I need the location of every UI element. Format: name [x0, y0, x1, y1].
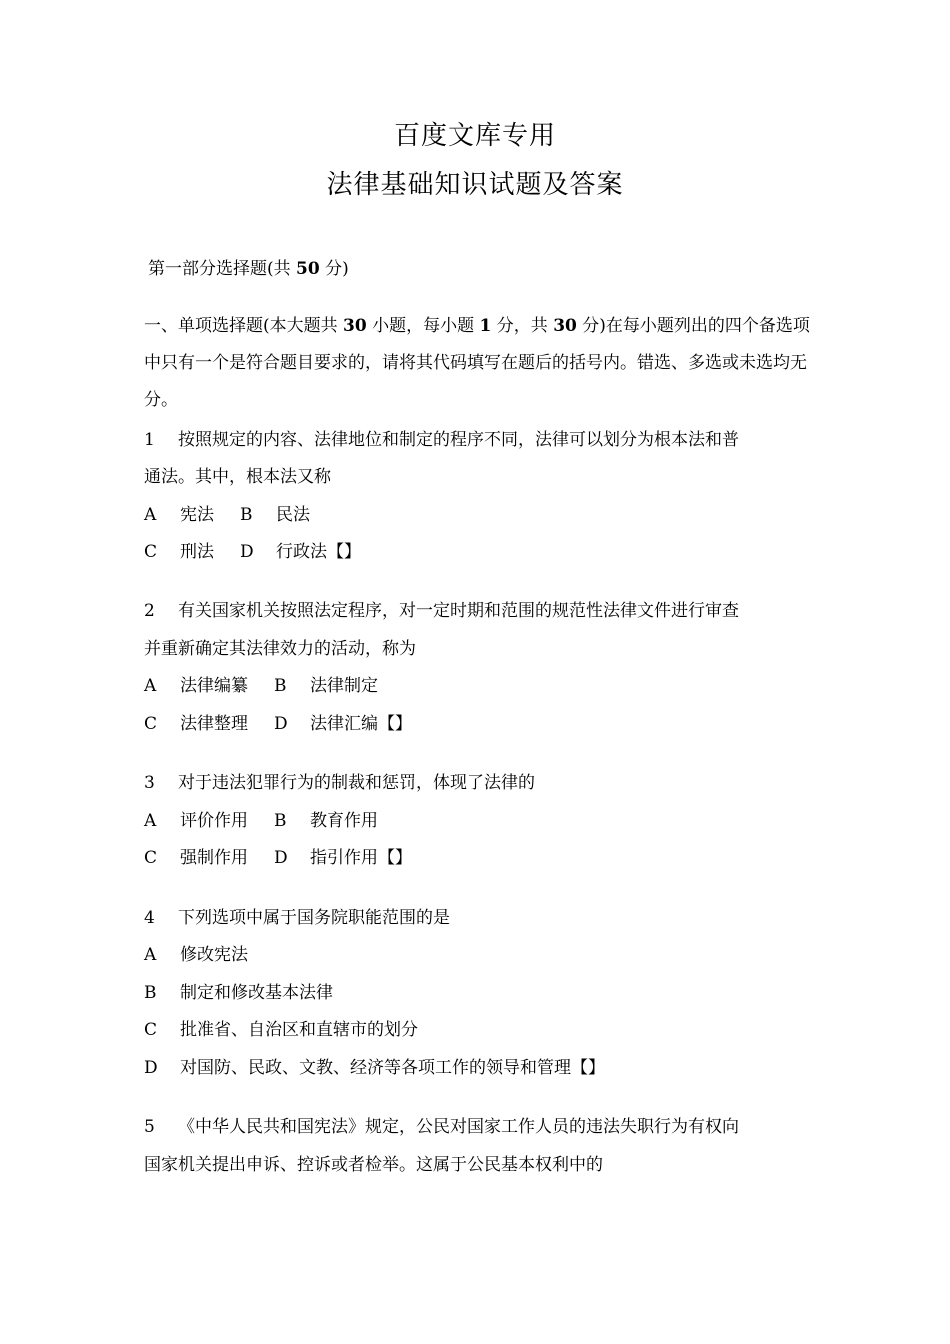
part-heading-text: 第一部分选择题(共 — [148, 259, 297, 279]
document-title-line-1: 百度文库专用 — [393, 121, 556, 151]
question-1-stem-line-1 — [144, 422, 739, 459]
option-letter: A — [144, 505, 157, 525]
question-2-stem-line-2: 并重新确定其法律效力的活动，称为 — [144, 639, 416, 659]
question-number: 1 — [144, 430, 155, 450]
document-title-line-2: 法律基础知识试题及答案 — [326, 170, 624, 200]
question-text: 有关国家机关按照法定程序，对一定时期和范围的规范性法律文件进行审查 — [178, 601, 739, 621]
question-number: 2 — [144, 601, 155, 621]
option-text: 法律编纂 — [180, 676, 248, 696]
option-letter: B — [240, 505, 253, 525]
option-text: 批准省、自治区和直辖市的划分 — [180, 1020, 418, 1040]
option-text: 法律制定 — [310, 676, 378, 696]
question-text: 对于违法犯罪行为的制裁和惩罚，体现了法律的 — [178, 773, 535, 793]
instructions-num-1: 30 — [343, 316, 367, 336]
option-text: 评价作用 — [180, 811, 248, 831]
question-2-options-cd — [144, 706, 412, 743]
option-letter: B — [274, 676, 287, 696]
part-heading-score: 50 — [296, 259, 320, 279]
instructions-text-3: 分，共 — [491, 316, 554, 336]
question-5-stem-line-1 — [144, 1109, 739, 1146]
option-letter: D — [144, 1058, 158, 1078]
option-letter: D — [240, 542, 254, 562]
option-letter: C — [144, 714, 158, 734]
instructions-text-1: 一、单项选择题(本大题共 — [144, 316, 344, 336]
question-1-options-ab — [144, 497, 310, 534]
question-1-stem-line-2: 通法。其中，根本法又称 — [144, 467, 331, 487]
option-letter: B — [144, 983, 157, 1003]
option-letter: B — [274, 811, 287, 831]
instructions-num-3: 30 — [553, 316, 577, 336]
question-3-options-cd — [144, 840, 412, 877]
option-text: 民法 — [276, 505, 310, 525]
question-2-stem-line-1 — [144, 593, 739, 630]
option-text: 教育作用 — [310, 811, 378, 831]
question-text: 按照规定的内容、法律地位和制定的程序不同，法律可以划分为根本法和普 — [178, 430, 739, 450]
question-1-options-cd — [144, 534, 361, 571]
option-letter: C — [144, 848, 158, 868]
option-text: 修改宪法 — [180, 945, 248, 965]
option-text: 行政法【】 — [276, 542, 361, 562]
question-4-option-b — [144, 975, 333, 1012]
option-text: 对国防、民政、文教、经济等各项工作的领导和管理【】 — [180, 1058, 605, 1078]
instructions-text-4: 分)在每小题列出的四个备选项中只有一个是符合题目要求的，请将其代码填写在题后的括号内。错选、多选或未选均无分。 — [144, 316, 810, 410]
question-2-options-ab — [144, 668, 378, 705]
option-letter: C — [144, 1020, 158, 1040]
question-4-option-c — [144, 1012, 418, 1049]
question-text: 下列选项中属于国务院职能范围的是 — [178, 908, 450, 928]
section-instructions — [144, 308, 814, 419]
option-text: 法律汇编【】 — [310, 714, 412, 734]
question-5-stem-line-2: 国家机关提出申诉、控诉或者检举。这属于公民基本权利中的 — [144, 1155, 603, 1175]
option-text: 指引作用【】 — [310, 848, 412, 868]
option-text: 制定和修改基本法律 — [180, 983, 333, 1003]
question-3-stem-line-1 — [144, 765, 535, 802]
option-letter: C — [144, 542, 158, 562]
question-3-options-ab — [144, 803, 378, 840]
question-4-option-a — [144, 937, 248, 974]
option-letter: A — [144, 676, 157, 696]
option-letter: A — [144, 811, 157, 831]
part-heading-suffix: 分) — [319, 259, 349, 279]
option-text: 法律整理 — [180, 714, 248, 734]
question-number: 3 — [144, 773, 155, 793]
option-text: 强制作用 — [180, 848, 248, 868]
instructions-text-2: 小题，每小题 — [366, 316, 480, 336]
question-4-stem-line-1 — [144, 900, 450, 937]
option-text: 刑法 — [180, 542, 214, 562]
question-text: 《中华人民共和国宪法》规定，公民对国家工作人员的违法失职行为有权向 — [178, 1117, 739, 1137]
question-number: 5 — [144, 1117, 155, 1137]
instructions-num-2: 1 — [479, 316, 492, 336]
option-letter: D — [274, 714, 288, 734]
option-letter: D — [274, 848, 288, 868]
question-number: 4 — [144, 908, 155, 928]
option-letter: A — [144, 945, 157, 965]
question-4-option-d — [144, 1050, 605, 1087]
option-text: 宪法 — [180, 505, 214, 525]
part-heading — [148, 251, 349, 288]
